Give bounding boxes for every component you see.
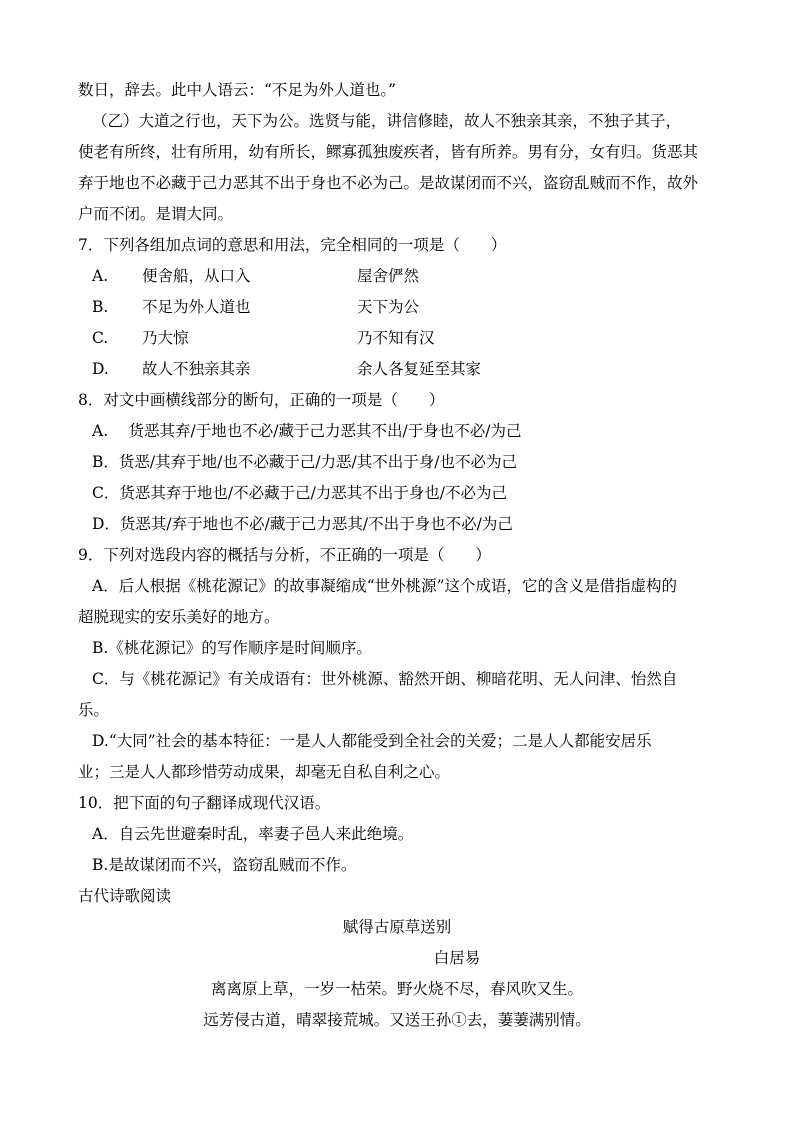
question-8-option-b: B．货恶/其弃于地/也不必藏于己/力恶/其不出于身/也不必为己 <box>92 453 518 471</box>
option-phrase-2: 屋舍俨然 <box>357 267 420 285</box>
question-10-item-a: A．自云先世避秦时乱，率妻子邑人来此绝境。 <box>92 825 414 843</box>
question-9-option-a-line-1: A．后人根据《桃花源记》的故事凝缩成“世外桃源”这个成语，它的含义是借指虚构的 <box>92 577 678 595</box>
question-9-stem: 9．下列对选段内容的概括与分析，不正确的一项是（ ） <box>78 546 491 564</box>
question-8-option-c: C．货恶其弃于地也/不必藏于己/力恶其不出于身也/不必为己 <box>92 484 508 502</box>
question-9-option-a-line-2: 超脱现实的安乐美好的地方。 <box>78 608 280 626</box>
question-9-option-b: B.《桃花源记》的写作顺序是时间顺序。 <box>92 639 372 657</box>
option-phrase-1: 乃大惊 <box>142 329 189 347</box>
question-9-option-c-line-1: C．与《桃花源记》有关成语有：世外桃源、豁然开朗、柳暗花明、无人问津、怡然自 <box>92 670 678 688</box>
question-9-option-d-line-2: 业；三是人人都珍惜劳动成果，却毫无自私自利之心。 <box>78 763 451 781</box>
passage-jia-end: 数日，辞去。此中人语云：“不足为外人道也。” <box>78 81 397 99</box>
option-label: C. <box>92 329 109 347</box>
poem-line-1: 离离原上草，一岁一枯荣。野火烧不尽，春风吹又生。 <box>210 980 583 998</box>
poem-author: 白居易 <box>433 949 481 967</box>
passage-yi-line-4: 户而不闭。是谓大同。 <box>78 205 234 223</box>
option-label: D. <box>92 360 109 378</box>
question-10-item-b: B.是故谋闭而不兴，盗窃乱贼而不作。 <box>92 856 357 874</box>
passage-yi-line-3: 弃于地也不必藏于己力恶其不出于身也不必为己。是故谋闭而不兴，盗窃乱贼而不作，故外 <box>78 174 699 192</box>
poem-title: 赋得古原草送别 <box>342 918 452 936</box>
question-8-option-d: D．货恶其/弃于地也不必/藏于己力恶其/不出于身也不必/为己 <box>92 515 513 533</box>
option-label: B. <box>92 298 109 316</box>
section-heading: 古代诗歌阅读 <box>78 887 172 905</box>
poem-line-2: 远芳侵古道，晴翠接荒城。又送王孙①去，萋萋满别情。 <box>203 1011 591 1029</box>
option-phrase-2: 乃不知有汉 <box>357 329 435 347</box>
question-7-stem: 7．下列各组加点词的意思和用法，完全相同的一项是（ ） <box>78 236 507 254</box>
option-phrase-1: 不足为外人道也 <box>142 298 251 316</box>
passage-yi-line-2: 使老有所终，壮有所用，幼有所长，鳏寡孤独废疾者，皆有所养。男有分，女有归。货恶其 <box>78 143 699 161</box>
option-phrase-2: 天下为公 <box>357 298 420 316</box>
question-9-option-c-line-2: 乐。 <box>78 701 110 719</box>
question-8-stem: 8．对文中画横线部分的断句，正确的一项是（ ） <box>78 391 445 409</box>
option-phrase-2: 余人各复延至其家 <box>357 360 482 378</box>
option-phrase-1: 故人不独亲其亲 <box>142 360 251 378</box>
question-9-option-d-line-1: D.“大同”社会的基本特征：一是人人都能受到全社会的关爱；二是人人都能安居乐 <box>92 732 652 750</box>
passage-yi-line-1: （乙）大道之行也，天下为公。选贤与能，讲信修睦，故人不独亲其亲，不独子其子， <box>92 112 682 130</box>
option-phrase-1: 便舍船，从口入 <box>142 267 251 285</box>
question-10-stem: 10．把下面的句子翻译成现代汉语。 <box>78 794 331 812</box>
option-label: A. <box>92 267 109 285</box>
question-8-option-a: A. 货恶其弃/于地也不必/藏于己力恶其不出/于身也不必/为己 <box>92 422 522 440</box>
